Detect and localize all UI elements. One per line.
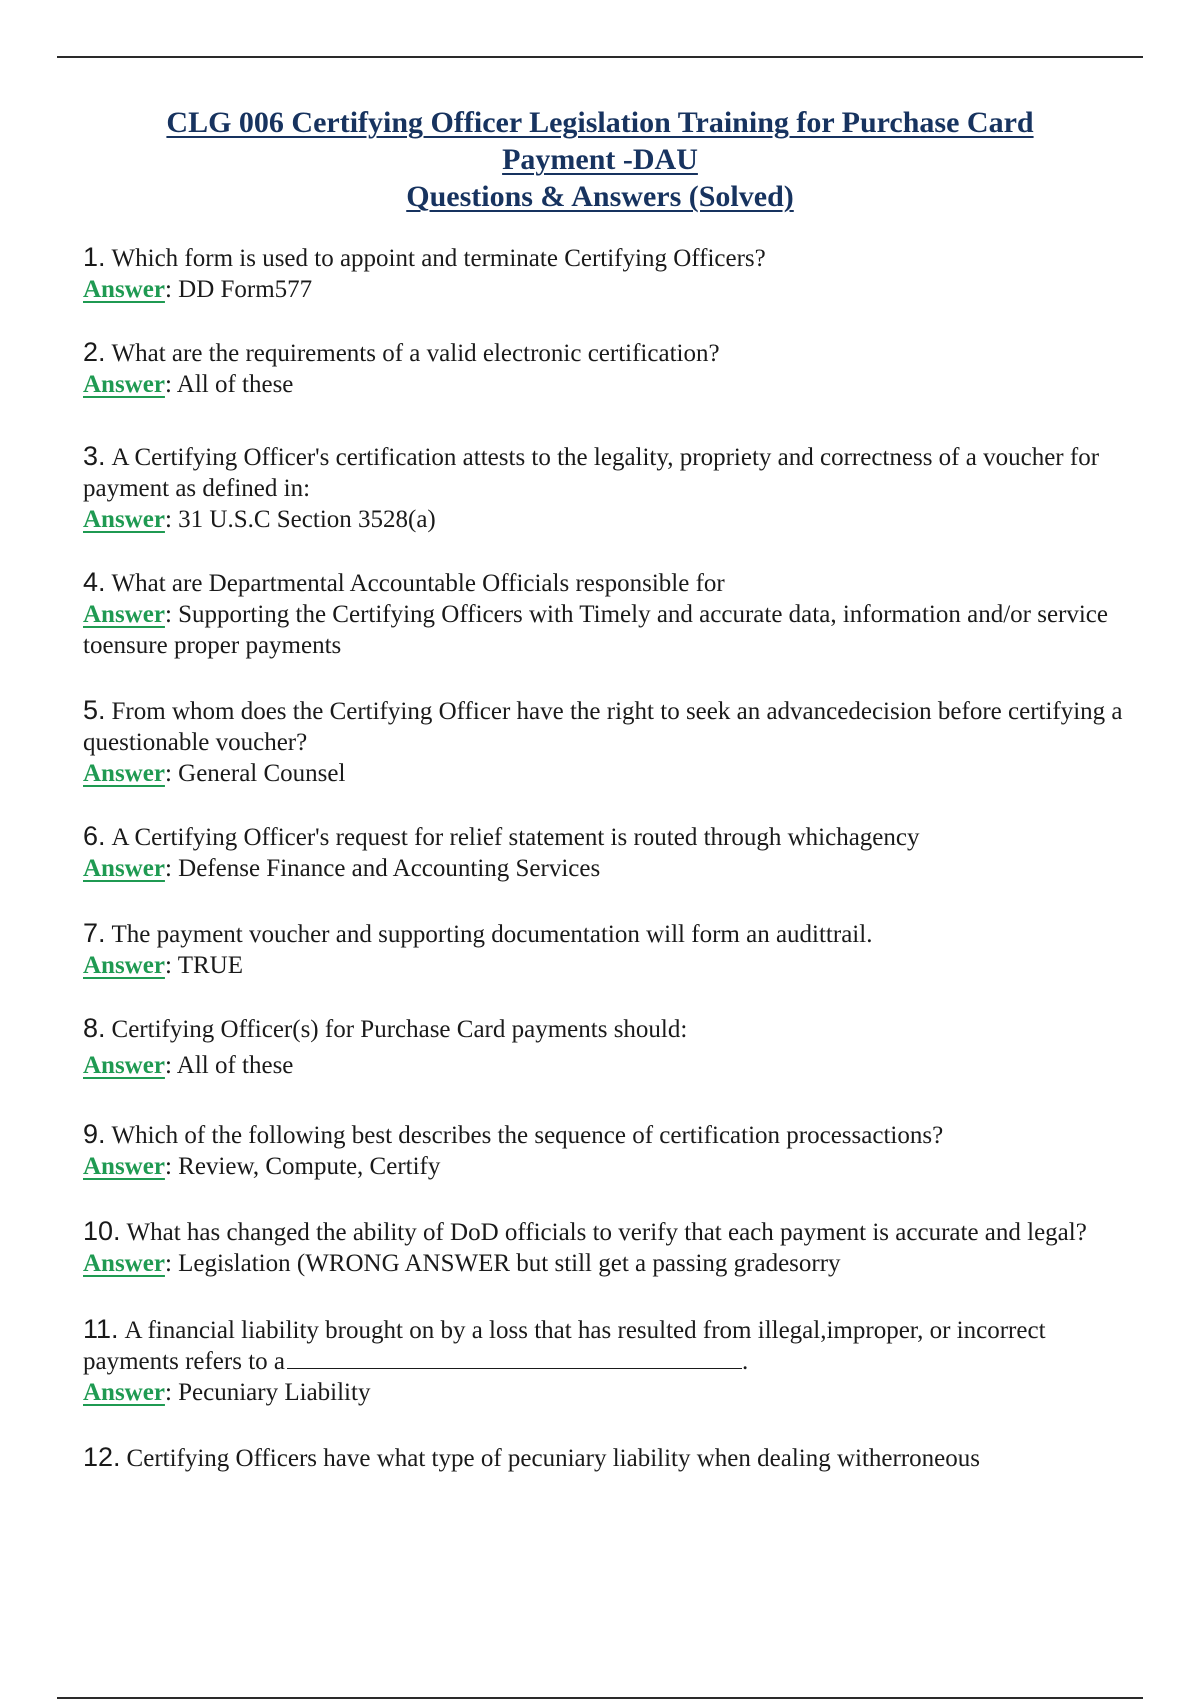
- qa-item-12: [83, 1442, 1143, 1474]
- answer-text: All of these: [176, 371, 294, 398]
- qa-item-7: [83, 918, 1143, 981]
- question: [83, 441, 1143, 504]
- answer-label: Answer: [83, 1153, 165, 1180]
- question-end: .: [742, 1348, 749, 1375]
- question-number: 10.: [83, 1216, 121, 1246]
- question: [83, 1442, 1143, 1474]
- answer-text: Pecuniary Liability: [178, 1379, 371, 1406]
- answer: Answer: Legislation (WRONG ANSWER but still get a passing gradesorry: [83, 1250, 841, 1277]
- answer: Answer: TRUE: [83, 952, 243, 979]
- question-text: Certifying Officers have what type of pecuniary liability when dealing witherroneous: [126, 1445, 980, 1472]
- answer-text: DD Form577: [178, 276, 313, 303]
- question-number: 11.: [83, 1314, 119, 1344]
- fill-in-blank: [287, 1348, 742, 1369]
- question: [83, 1216, 1143, 1248]
- question-text: What are Departmental Accountable Officials responsible for: [111, 570, 725, 597]
- answer-label: Answer: [83, 855, 165, 882]
- answer-text: 31 U.S.C Section 3528(a): [178, 506, 436, 533]
- qa-item-3: [83, 441, 1143, 535]
- question-text: What are the requirements of a valid electronic certification?: [111, 340, 720, 367]
- question-number: 9.: [83, 1119, 106, 1149]
- answer-text: Defense Finance and Accounting Services: [178, 855, 601, 882]
- question: [83, 1314, 1143, 1377]
- answer-text: Supporting the Certifying Officers with Timely and accurate data, information and/or service toensure proper payments: [83, 601, 1108, 659]
- question: [83, 1119, 1143, 1151]
- answer-label: Answer: [83, 760, 165, 787]
- answer-text: Legislation (WRONG ANSWER but still get a passing gradesorry: [178, 1250, 841, 1277]
- question-number: 5.: [83, 695, 106, 725]
- question-number: 2.: [83, 337, 106, 367]
- qa-item-10: [83, 1216, 1143, 1279]
- answer-text: General Counsel: [178, 760, 346, 787]
- question-text: What has changed the ability of DoD officials to verify that each payment is accurate and legal?: [126, 1219, 1087, 1246]
- qa-item-4: [83, 567, 1143, 661]
- question-number: 7.: [83, 918, 106, 948]
- title-line-2: Payment -DAU: [502, 143, 698, 176]
- question-number: 4.: [83, 567, 106, 597]
- answer: Answer: Supporting the Certifying Officers with Timely and accurate data, information and/or service toensure proper payments: [83, 601, 1108, 659]
- question-text: The payment voucher and supporting documentation will form an audittrail.: [111, 921, 873, 948]
- qa-item-1: [83, 242, 1143, 305]
- answer: Answer: All of these: [83, 371, 294, 398]
- answer: Answer: Pecuniary Liability: [83, 1379, 371, 1406]
- qa-list: [83, 242, 1143, 1474]
- answer-label: Answer: [83, 1379, 165, 1406]
- qa-item-2: [83, 337, 1143, 400]
- answer-label: Answer: [83, 371, 165, 398]
- question-text: A Certifying Officer's request for relief statement is routed through whichagency: [111, 824, 920, 851]
- question-text: Which form is used to appoint and terminate Certifying Officers?: [111, 245, 766, 272]
- answer-label: Answer: [83, 1052, 165, 1079]
- answer: Answer: All of these: [83, 1052, 294, 1079]
- question-text: A financial liability brought on by a loss that has resulted from illegal,improper, or incorrect payments refers to a: [83, 1317, 1046, 1375]
- question: [83, 567, 1143, 599]
- question-text: A Certifying Officer's certification attests to the legality, propriety and correctness of a voucher for payment as defined in:: [83, 444, 1100, 502]
- answer-label: Answer: [83, 276, 165, 303]
- answer-label: Answer: [83, 506, 165, 533]
- title-line-3: Questions & Answers (Solved): [406, 180, 794, 213]
- question: [83, 1013, 1143, 1045]
- question-text: From whom does the Certifying Officer have the right to seek an advancedecision before certifying a questionable voucher?: [83, 698, 1123, 756]
- answer: Answer: General Counsel: [83, 760, 346, 787]
- qa-item-9: [83, 1119, 1143, 1182]
- answer-text: Review, Compute, Certify: [178, 1153, 441, 1180]
- question-number: 6.: [83, 821, 106, 851]
- answer-label: Answer: [83, 601, 165, 628]
- bottom-rule: [57, 1697, 1143, 1699]
- qa-item-8: [83, 1013, 1143, 1081]
- qa-item-6: [83, 821, 1143, 884]
- title-line-1: CLG 006 Certifying Officer Legislation Training for Purchase Card: [166, 106, 1034, 139]
- answer: Answer: DD Form577: [83, 276, 313, 303]
- question-number: 3.: [83, 441, 106, 471]
- question: [83, 821, 1143, 853]
- question: [83, 337, 1143, 369]
- qa-item-11: [83, 1314, 1143, 1408]
- question: [83, 242, 1143, 274]
- answer-label: Answer: [83, 952, 165, 979]
- answer: Answer: Defense Finance and Accounting Services: [83, 855, 601, 882]
- answer-label: Answer: [83, 1250, 165, 1277]
- question-text: Which of the following best describes the sequence of certification processactions?: [111, 1122, 944, 1149]
- answer-text: TRUE: [177, 952, 243, 979]
- top-rule: [57, 56, 1143, 58]
- document-title: [57, 104, 1143, 215]
- answer: Answer: Review, Compute, Certify: [83, 1153, 441, 1180]
- question-number: 8.: [83, 1013, 106, 1043]
- answer-text: All of these: [176, 1052, 294, 1079]
- question-text: Certifying Officer(s) for Purchase Card payments should:: [111, 1016, 688, 1043]
- question-number: 1.: [83, 242, 106, 272]
- answer: Answer: 31 U.S.C Section 3528(a): [83, 506, 436, 533]
- question: [83, 918, 1143, 950]
- question-number: 12.: [83, 1442, 121, 1472]
- question: [83, 695, 1143, 758]
- qa-item-5: [83, 695, 1143, 789]
